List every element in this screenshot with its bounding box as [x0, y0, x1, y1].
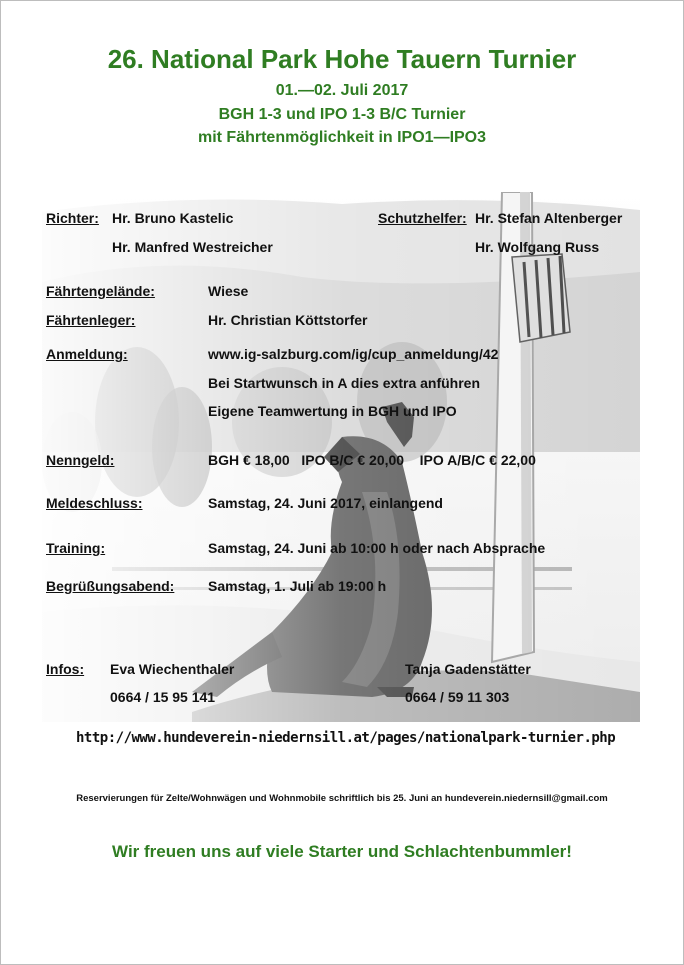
contact-1-name: Eva Wiechenthaler	[110, 661, 235, 677]
training-label: Training:	[46, 540, 106, 556]
schutzhelfer-label: Schutzhelfer:	[378, 210, 467, 226]
event-title: 26. National Park Hohe Tauern Turnier	[107, 44, 577, 74]
nenngeld-value: BGH € 18,00 IPO B/C € 20,00 IPO A/B/C € 22,00	[208, 452, 536, 468]
event-date: 01.—02. Juli 2017	[275, 82, 409, 99]
richter-label: Richter:	[46, 210, 99, 226]
faehrtenleger-value: Hr. Christian Köttstorfer	[208, 312, 368, 328]
nenngeld-label: Nenngeld:	[46, 452, 115, 468]
meldeschluss-value: Samstag, 24. Juni 2017, einlangend	[208, 495, 443, 511]
training-value: Samstag, 24. Juni ab 10:00 h oder nach Absprache	[208, 540, 546, 556]
contact-2-name: Tanja Gadenstätter	[405, 661, 531, 677]
meldeschluss-label: Meldeschluss:	[46, 495, 143, 511]
infos-label: Infos:	[46, 661, 85, 677]
anmeldung-note-2: Eigene Teamwertung in BGH und IPO	[208, 403, 457, 419]
begruessung-value: Samstag, 1. Juli ab 19:00 h	[208, 578, 387, 594]
anmeldung-url: www.ig-salzburg.com/ig/cup_anmeldung/42	[208, 346, 499, 362]
schutzhelfer-name-2: Hr. Wolfgang Russ	[475, 239, 600, 255]
schutzhelfer-name-1: Hr. Stefan Altenberger	[475, 210, 623, 226]
begruessung-label: Begrüßungsabend:	[46, 578, 175, 594]
reservation-note: Reservierungen für Zelte/Wohnwägen und Wohnmobile schriftlich bis 25. Juni an hundeverein.niedernsill@gmail.com	[76, 793, 608, 804]
anmeldung-label: Anmeldung:	[46, 346, 128, 362]
footer-message: Wir freuen uns auf viele Starter und Schlachtenbummler!	[112, 842, 572, 861]
faehrtengelaende-label: Fährtengelände:	[46, 283, 155, 299]
richter-name-1: Hr. Bruno Kastelic	[112, 210, 234, 226]
faehrtengelaende-value: Wiese	[208, 283, 249, 299]
website-url[interactable]: http://www.hundeverein-niedernsill.at/pages/nationalpark-turnier.php	[76, 730, 616, 746]
event-subtitle-1: BGH 1-3 und IPO 1-3 B/C Turnier	[218, 106, 466, 123]
anmeldung-note-1: Bei Startwunsch in A dies extra anführen	[208, 375, 481, 391]
contact-1-phone: 0664 / 15 95 141	[110, 689, 216, 705]
event-subtitle-2: mit Fährtenmöglichkeit in IPO1—IPO3	[197, 129, 487, 146]
contact-2-phone: 0664 / 59 11 303	[405, 689, 510, 705]
faehrtenleger-label: Fährtenleger:	[46, 312, 136, 328]
richter-name-2: Hr. Manfred Westreicher	[112, 239, 273, 255]
